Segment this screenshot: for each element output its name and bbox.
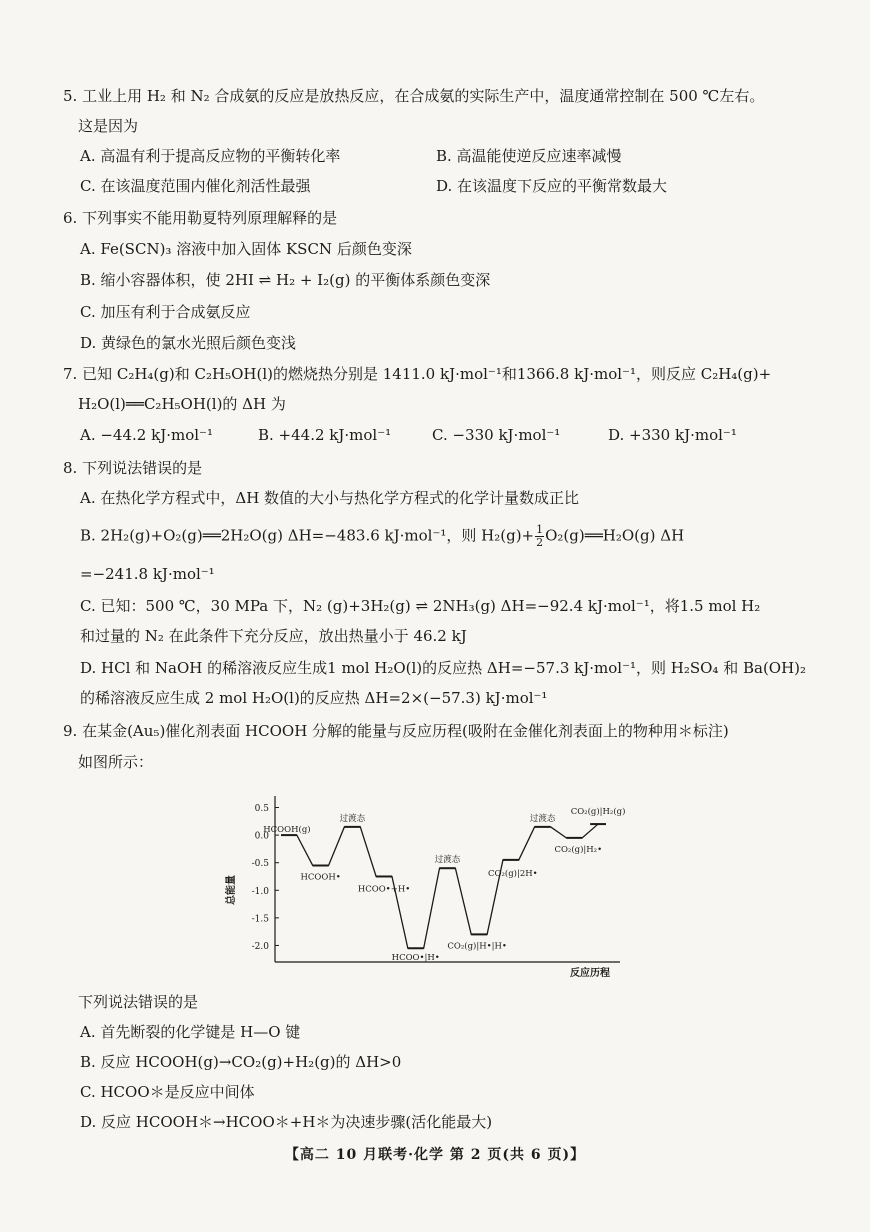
q8-option-b-line2: =−241.8 kJ·mol⁻¹	[80, 565, 215, 583]
q5-stem-line1: 5. 工业上用 H₂ 和 N₂ 合成氨的反应是放热反应，在合成氨的实际生产中，温度通常控制在 500 ℃左右。	[63, 87, 765, 105]
chart-annotation-label: 过渡态	[529, 813, 556, 824]
chart-annotation-label: CO₂(g)|H•|H•	[447, 941, 507, 952]
chart-x-axis-label: 反应历程	[570, 968, 610, 979]
chart-annotation-label: 过渡态	[339, 813, 366, 824]
q8-option-b-line1	[80, 524, 684, 549]
q7-stem-line2: H₂O(l)══C₂H₅OH(l)的 ΔH 为	[78, 395, 286, 413]
q7-stem-line1: 7. 已知 C₂H₄(g)和 C₂H₅OH(l)的燃烧热分别是 1411.0 kJ·mol⁻¹和1366.8 kJ·mol⁻¹，则反应 C₂H₄(g)+	[63, 365, 772, 383]
q5-stem-line2: 这是因为	[78, 117, 139, 135]
fraction-numerator: 1	[536, 523, 544, 536]
q8-option-b-fraction	[535, 524, 544, 549]
q5-option-b: B. 高温能使逆反应速率减慢	[436, 147, 622, 165]
chart-annotation-label: CO₂(g)|2H•	[488, 868, 538, 879]
energy-path-line	[281, 824, 598, 948]
chart-annotations	[263, 806, 625, 963]
chart-energy-levels	[281, 824, 606, 948]
q8-option-a: A. 在热化学方程式中，ΔH 数值的大小与热化学方程式的化学计量数成正比	[80, 489, 580, 507]
q9-option-a: A. 首先断裂的化学键是 H—O 键	[80, 1023, 301, 1041]
y-tick-label: -1.0	[251, 886, 269, 897]
chart-annotation-label: CO₂(g)|H₂•	[554, 844, 603, 855]
chart-annotation-label: HCOO•+H•	[357, 884, 411, 895]
q8-option-b-part2: O₂(g)══H₂O(g) ΔH	[545, 526, 685, 545]
q6-option-a: A. Fe(SCN)₃ 溶液中加入固体 KSCN 后颜色变深	[80, 240, 412, 258]
q8-option-b-part1: B. 2H₂(g)+O₂(g)══2H₂O(g) ΔH=−483.6 kJ·mol⁻¹，则 H₂(g)+	[80, 526, 535, 545]
q9-option-b: B. 反应 HCOOH(g)→CO₂(g)+H₂(g)的 ΔH>0	[80, 1053, 402, 1071]
q6-option-b: B. 缩小容器体积，使 2HI ⇌ H₂ + I₂(g) 的平衡体系颜色变深	[80, 271, 491, 289]
chart-annotation-label: 过渡态	[434, 855, 461, 866]
q7-option-d: D. +330 kJ·mol⁻¹	[608, 426, 737, 444]
q5-option-d: D. 在该温度下反应的平衡常数最大	[436, 177, 668, 195]
q9-stem-line1: 9. 在某金(Au₅)催化剂表面 HCOOH 分解的能量与反应历程(吸附在金催化剂表面上的物种用＊标注)	[63, 722, 729, 740]
q9-option-d: D. 反应 HCOOH＊→HCOO＊+H＊为决速步骤(活化能最大)	[80, 1113, 493, 1131]
q7-option-b: B. +44.2 kJ·mol⁻¹	[258, 426, 392, 444]
chart-y-axis-label: 总能量	[226, 875, 237, 905]
q9-stem-line2: 如图所示：	[78, 753, 154, 771]
y-tick-label: 0.5	[254, 804, 269, 815]
q6-stem: 6. 下列事实不能用勒夏特列原理解释的是	[63, 209, 338, 227]
q8-option-d-line2: 的稀溶液反应生成 2 mol H₂O(l)的反应热 ΔH=2×(−57.3) kJ·mol⁻¹	[80, 689, 548, 707]
q7-option-c: C. −330 kJ·mol⁻¹	[432, 426, 561, 444]
q5-option-c: C. 在该温度范围内催化剂活性最强	[80, 177, 311, 195]
q5-option-a: A. 高温有利于提高反应物的平衡转化率	[80, 147, 341, 165]
y-tick-label: -0.5	[251, 859, 269, 870]
q6-option-d: D. 黄绿色的氯水光照后颜色变浅	[80, 334, 297, 352]
chart-annotation-label: CO₂(g)|H₂(g)	[570, 807, 626, 818]
q8-stem: 8. 下列说法错误的是	[63, 459, 203, 477]
chart-annotation-label: HCOOH•	[300, 872, 341, 883]
q8-option-c-line1: C. 已知：500 ℃，30 MPa 下，N₂ (g)+3H₂(g) ⇌ 2NH₃(g) ΔH=−92.4 kJ·mol⁻¹，将1.5 mol H₂	[80, 597, 761, 615]
q8-option-d-line1: D. HCl 和 NaOH 的稀溶液反应生成1 mol H₂O(l)的反应热 ΔH=−57.3 kJ·mol⁻¹，则 H₂SO₄ 和 Ba(OH)₂	[80, 659, 807, 677]
y-tick-label: 0.0	[254, 831, 269, 842]
page-footer: 【高二 10 月联考·化学 第 2 页(共 6 页)】	[284, 1147, 586, 1163]
chart-annotation-label: HCOO•|H•	[391, 953, 440, 964]
y-tick-label: -1.5	[251, 914, 269, 925]
y-tick-label: -2.0	[251, 941, 269, 952]
chart-annotation-label: HCOOH(g)	[263, 825, 311, 836]
q9-sub-stem: 下列说法错误的是	[78, 993, 199, 1011]
chart-energy-trace	[281, 824, 598, 948]
q6-option-c: C. 加压有利于合成氨反应	[80, 303, 251, 321]
fraction-denominator: 2	[536, 536, 544, 549]
energy-profile-chart	[200, 790, 640, 985]
q9-option-c: C. HCOO＊是反应中间体	[80, 1083, 255, 1101]
q8-option-c-line2: 和过量的 N₂ 在此条件下充分反应，放出热量小于 46.2 kJ	[80, 627, 467, 645]
q7-option-a: A. −44.2 kJ·mol⁻¹	[80, 426, 213, 444]
